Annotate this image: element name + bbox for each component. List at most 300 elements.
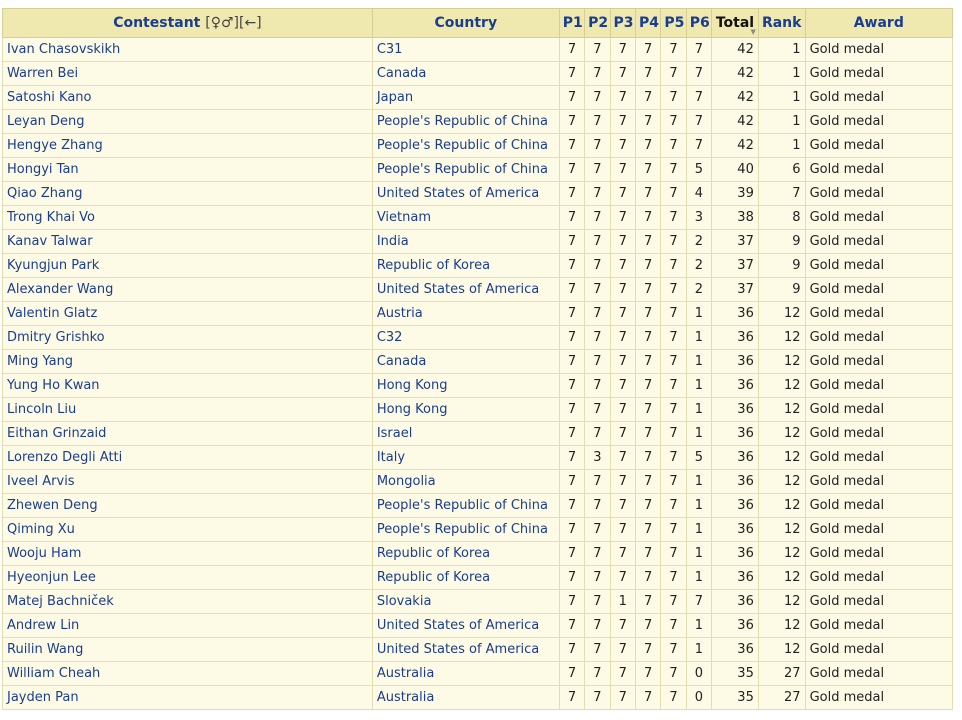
table-row [3,662,953,686]
table-row [3,206,953,230]
score-p3: 7 [610,470,635,494]
country-link[interactable]: C31 [372,38,559,62]
contestant-name-link[interactable]: Zhewen Deng [3,494,373,518]
rank-value: 12 [758,590,805,614]
country-link[interactable]: Vietnam [372,206,559,230]
score-p1: 7 [559,38,584,62]
table-row [3,686,953,710]
table-row [3,566,953,590]
country-link[interactable]: United States of America [372,182,559,206]
country-link[interactable]: United States of America [372,614,559,638]
score-p6: 1 [686,326,711,350]
country-link[interactable]: Slovakia [372,590,559,614]
country-link[interactable]: India [372,230,559,254]
score-p3: 7 [610,518,635,542]
header-p6-label: P6 [689,15,710,31]
table-row [3,278,953,302]
score-p6: 7 [686,62,711,86]
score-p5: 7 [661,230,686,254]
total-score: 36 [712,350,759,374]
score-p1: 7 [559,110,584,134]
score-p4: 7 [635,542,660,566]
score-p1: 7 [559,278,584,302]
score-p2: 7 [585,566,610,590]
score-p6: 1 [686,374,711,398]
table-row [3,110,953,134]
table-row [3,350,953,374]
country-link[interactable]: Canada [372,62,559,86]
contestant-name-link[interactable]: Trong Khai Vo [3,206,373,230]
total-score: 38 [712,206,759,230]
rank-value: 7 [758,182,805,206]
award-value: Gold medal [805,62,952,86]
score-p1: 7 [559,518,584,542]
table-row [3,326,953,350]
table-row [3,542,953,566]
score-p5: 7 [661,110,686,134]
country-link[interactable]: Republic of Korea [372,254,559,278]
score-p3: 7 [610,350,635,374]
score-p5: 7 [661,302,686,326]
rank-value: 12 [758,614,805,638]
contestant-name-link[interactable]: Jayden Pan [3,686,373,710]
contestant-name-link[interactable]: Lorenzo Degli Atti [3,446,373,470]
score-p1: 7 [559,470,584,494]
score-p3: 7 [610,38,635,62]
score-p1: 7 [559,686,584,710]
score-p4: 7 [635,494,660,518]
total-score: 36 [712,590,759,614]
award-value: Gold medal [805,374,952,398]
header-p5-label: P5 [664,15,685,31]
score-p4: 7 [635,302,660,326]
score-p1: 7 [559,614,584,638]
total-score: 42 [712,110,759,134]
score-p4: 7 [635,686,660,710]
score-p1: 7 [559,230,584,254]
country-link[interactable]: Republic of Korea [372,542,559,566]
score-p1: 7 [559,446,584,470]
contestant-name-link[interactable]: William Cheah [3,662,373,686]
table-row [3,182,953,206]
rank-value: 12 [758,398,805,422]
total-score: 37 [712,254,759,278]
score-p4: 7 [635,38,660,62]
score-p4: 7 [635,158,660,182]
award-value: Gold medal [805,38,952,62]
contestant-name-link[interactable]: Ivan Chasovskikh [3,38,373,62]
country-link[interactable]: Canada [372,350,559,374]
table-row [3,62,953,86]
award-value: Gold medal [805,566,952,590]
score-p5: 7 [661,38,686,62]
score-p1: 7 [559,422,584,446]
score-p3: 7 [610,422,635,446]
score-p3: 7 [610,638,635,662]
score-p5: 7 [661,494,686,518]
score-p6: 1 [686,350,711,374]
country-link[interactable]: Hong Kong [372,398,559,422]
score-p2: 7 [585,470,610,494]
country-link[interactable]: People's Republic of China [372,134,559,158]
header-total-label: Total [715,15,755,31]
country-link[interactable]: C32 [372,326,559,350]
header-contestant-toggles[interactable]: [♀♂][←] [205,15,262,31]
country-link[interactable]: Japan [372,86,559,110]
award-value: Gold medal [805,590,952,614]
table-row [3,374,953,398]
country-link[interactable]: Austria [372,302,559,326]
table-row [3,470,953,494]
rank-value: 12 [758,302,805,326]
contestant-name-link[interactable]: Eithan Grinzaid [3,422,373,446]
score-p2: 7 [585,302,610,326]
contestant-name-link[interactable]: Iveel Arvis [3,470,373,494]
award-value: Gold medal [805,422,952,446]
score-p2: 7 [585,374,610,398]
total-score: 36 [712,614,759,638]
score-p6: 1 [686,518,711,542]
total-score: 36 [712,518,759,542]
award-value: Gold medal [805,110,952,134]
score-p6: 7 [686,590,711,614]
score-p6: 5 [686,446,711,470]
award-value: Gold medal [805,446,952,470]
header-total[interactable] [712,9,759,38]
contestant-name-link[interactable]: Kanav Talwar [3,230,373,254]
rank-value: 12 [758,470,805,494]
rank-value: 9 [758,230,805,254]
award-value: Gold medal [805,230,952,254]
score-p3: 7 [610,446,635,470]
score-p5: 7 [661,86,686,110]
score-p2: 7 [585,62,610,86]
score-p3: 7 [610,86,635,110]
score-p6: 1 [686,614,711,638]
contestant-name-link[interactable]: Warren Bei [3,62,373,86]
viewport-bottom-edge [0,710,962,720]
score-p3: 7 [610,230,635,254]
header-p1[interactable] [559,9,584,38]
score-p1: 7 [559,638,584,662]
score-p3: 7 [610,614,635,638]
score-p2: 7 [585,494,610,518]
score-p3: 7 [610,254,635,278]
table-row [3,494,953,518]
score-p2: 7 [585,134,610,158]
country-link[interactable]: People's Republic of China [372,158,559,182]
table-row [3,230,953,254]
score-p6: 2 [686,230,711,254]
sort-descending-icon: ▼ [750,28,756,36]
score-p4: 7 [635,446,660,470]
score-p3: 7 [610,686,635,710]
header-country[interactable] [372,9,559,38]
score-p2: 7 [585,638,610,662]
score-p4: 7 [635,374,660,398]
score-p6: 1 [686,302,711,326]
total-score: 36 [712,422,759,446]
score-p2: 7 [585,110,610,134]
award-value: Gold medal [805,542,952,566]
contestant-name-link[interactable]: Valentin Glatz [3,302,373,326]
rank-value: 9 [758,254,805,278]
rank-value: 1 [758,86,805,110]
table-header [3,9,953,38]
contestant-name-link[interactable]: Matej Bachniček [3,590,373,614]
score-p6: 1 [686,638,711,662]
contestant-name-link[interactable]: Qiming Xu [3,518,373,542]
score-p3: 7 [610,566,635,590]
score-p5: 7 [661,398,686,422]
score-p6: 1 [686,566,711,590]
rank-value: 12 [758,350,805,374]
score-p2: 7 [585,158,610,182]
score-p2: 7 [585,254,610,278]
header-award[interactable] [805,9,952,38]
country-link[interactable]: People's Republic of China [372,110,559,134]
score-p2: 7 [585,206,610,230]
total-score: 42 [712,38,759,62]
score-p4: 7 [635,470,660,494]
score-p4: 7 [635,206,660,230]
contestant-name-link[interactable]: Ming Yang [3,350,373,374]
contestant-name-link[interactable]: Leyan Deng [3,110,373,134]
rank-value: 1 [758,110,805,134]
score-p5: 7 [661,278,686,302]
country-link[interactable]: United States of America [372,638,559,662]
table-row [3,446,953,470]
score-p6: 0 [686,662,711,686]
award-value: Gold medal [805,206,952,230]
score-p4: 7 [635,134,660,158]
country-link[interactable]: Mongolia [372,470,559,494]
score-p6: 0 [686,686,711,710]
score-p5: 7 [661,638,686,662]
total-score: 37 [712,230,759,254]
score-p6: 1 [686,422,711,446]
award-value: Gold medal [805,254,952,278]
total-score: 36 [712,446,759,470]
score-p1: 7 [559,590,584,614]
score-p2: 7 [585,350,610,374]
award-value: Gold medal [805,470,952,494]
score-p6: 7 [686,38,711,62]
table-row [3,638,953,662]
country-link[interactable]: Israel [372,422,559,446]
header-p5[interactable] [661,9,686,38]
contestant-name-link[interactable]: Satoshi Kano [3,86,373,110]
score-p4: 7 [635,398,660,422]
header-row [3,9,953,38]
score-p5: 7 [661,422,686,446]
score-p1: 7 [559,206,584,230]
header-rank[interactable] [758,9,805,38]
award-value: Gold medal [805,134,952,158]
contestant-name-link[interactable]: Qiao Zhang [3,182,373,206]
header-award-label: Award [853,15,904,31]
header-p4[interactable] [635,9,660,38]
rank-value: 12 [758,374,805,398]
score-p4: 7 [635,614,660,638]
score-p2: 7 [585,278,610,302]
contestant-name-link[interactable]: Yung Ho Kwan [3,374,373,398]
score-p6: 7 [686,134,711,158]
score-p2: 7 [585,614,610,638]
table-row [3,86,953,110]
score-p4: 7 [635,566,660,590]
score-p5: 7 [661,662,686,686]
score-p2: 7 [585,518,610,542]
score-p1: 7 [559,134,584,158]
score-p5: 7 [661,518,686,542]
header-p6[interactable] [686,9,711,38]
score-p2: 7 [585,662,610,686]
score-p3: 7 [610,62,635,86]
score-p3: 7 [610,158,635,182]
award-value: Gold medal [805,614,952,638]
score-p1: 7 [559,374,584,398]
table-body [3,38,953,710]
header-p2-label: P2 [588,15,609,31]
score-p4: 7 [635,326,660,350]
country-link[interactable]: Republic of Korea [372,566,559,590]
score-p1: 7 [559,158,584,182]
score-p4: 7 [635,422,660,446]
contestant-name-link[interactable]: Ruilin Wang [3,638,373,662]
award-value: Gold medal [805,182,952,206]
score-p3: 7 [610,374,635,398]
score-p6: 1 [686,494,711,518]
contestant-name-link[interactable]: Alexander Wang [3,278,373,302]
contestant-name-link[interactable]: Dmitry Grishko [3,326,373,350]
contestant-name-link[interactable]: Hyeonjun Lee [3,566,373,590]
award-value: Gold medal [805,158,952,182]
rank-value: 27 [758,662,805,686]
contestant-name-link[interactable]: Lincoln Liu [3,398,373,422]
score-p3: 7 [610,134,635,158]
score-p1: 7 [559,566,584,590]
total-score: 36 [712,398,759,422]
contestant-name-link[interactable]: Wooju Ham [3,542,373,566]
award-value: Gold medal [805,638,952,662]
total-score: 39 [712,182,759,206]
country-link[interactable]: Australia [372,662,559,686]
total-score: 42 [712,62,759,86]
score-p2: 7 [585,422,610,446]
award-value: Gold medal [805,326,952,350]
score-p3: 7 [610,182,635,206]
score-p2: 7 [585,86,610,110]
table-row [3,614,953,638]
total-score: 37 [712,278,759,302]
total-score: 36 [712,374,759,398]
score-p6: 1 [686,470,711,494]
score-p2: 7 [585,686,610,710]
country-link[interactable]: Hong Kong [372,374,559,398]
award-value: Gold medal [805,398,952,422]
score-p3: 7 [610,326,635,350]
score-p5: 7 [661,158,686,182]
score-p2: 7 [585,38,610,62]
table-row [3,38,953,62]
score-p2: 7 [585,398,610,422]
total-score: 36 [712,302,759,326]
contestant-name-link[interactable]: Kyungjun Park [3,254,373,278]
award-value: Gold medal [805,86,952,110]
score-p4: 7 [635,182,660,206]
score-p3: 7 [610,398,635,422]
total-score: 40 [712,158,759,182]
score-p1: 7 [559,326,584,350]
score-p6: 4 [686,182,711,206]
rank-value: 12 [758,326,805,350]
rank-value: 12 [758,422,805,446]
score-p3: 7 [610,110,635,134]
country-link[interactable]: Australia [372,686,559,710]
rank-value: 12 [758,542,805,566]
header-rank-label: Rank [761,15,802,31]
score-p1: 7 [559,254,584,278]
score-p4: 7 [635,518,660,542]
score-p5: 7 [661,350,686,374]
score-p5: 7 [661,590,686,614]
rank-value: 12 [758,494,805,518]
score-p1: 7 [559,62,584,86]
table-row [3,422,953,446]
award-value: Gold medal [805,278,952,302]
header-contestant[interactable] [3,9,373,38]
header-p3-label: P3 [613,15,634,31]
header-country-label: Country [434,15,498,31]
table-row [3,398,953,422]
rank-value: 1 [758,134,805,158]
score-p5: 7 [661,686,686,710]
score-p1: 7 [559,302,584,326]
rank-value: 1 [758,62,805,86]
score-p4: 7 [635,350,660,374]
table-row [3,302,953,326]
rank-value: 1 [758,38,805,62]
header-p3[interactable] [610,9,635,38]
country-link[interactable]: People's Republic of China [372,518,559,542]
score-p5: 7 [661,374,686,398]
country-link[interactable]: United States of America [372,278,559,302]
award-value: Gold medal [805,686,952,710]
score-p5: 7 [661,470,686,494]
country-link[interactable]: People's Republic of China [372,494,559,518]
score-p5: 7 [661,182,686,206]
score-p2: 7 [585,542,610,566]
header-contestant-label: Contestant [113,15,201,31]
header-p2[interactable] [585,9,610,38]
score-p1: 7 [559,494,584,518]
score-p1: 7 [559,86,584,110]
score-p6: 2 [686,254,711,278]
score-p3: 7 [610,206,635,230]
score-p5: 7 [661,62,686,86]
contestant-name-link[interactable]: Andrew Lin [3,614,373,638]
score-p6: 5 [686,158,711,182]
contestant-name-link[interactable]: Hengye Zhang [3,134,373,158]
total-score: 35 [712,662,759,686]
header-p4-label: P4 [638,15,659,31]
country-link[interactable]: Italy [372,446,559,470]
table-row [3,254,953,278]
contestant-name-link[interactable]: Hongyi Tan [3,158,373,182]
total-score: 35 [712,686,759,710]
table-row [3,518,953,542]
